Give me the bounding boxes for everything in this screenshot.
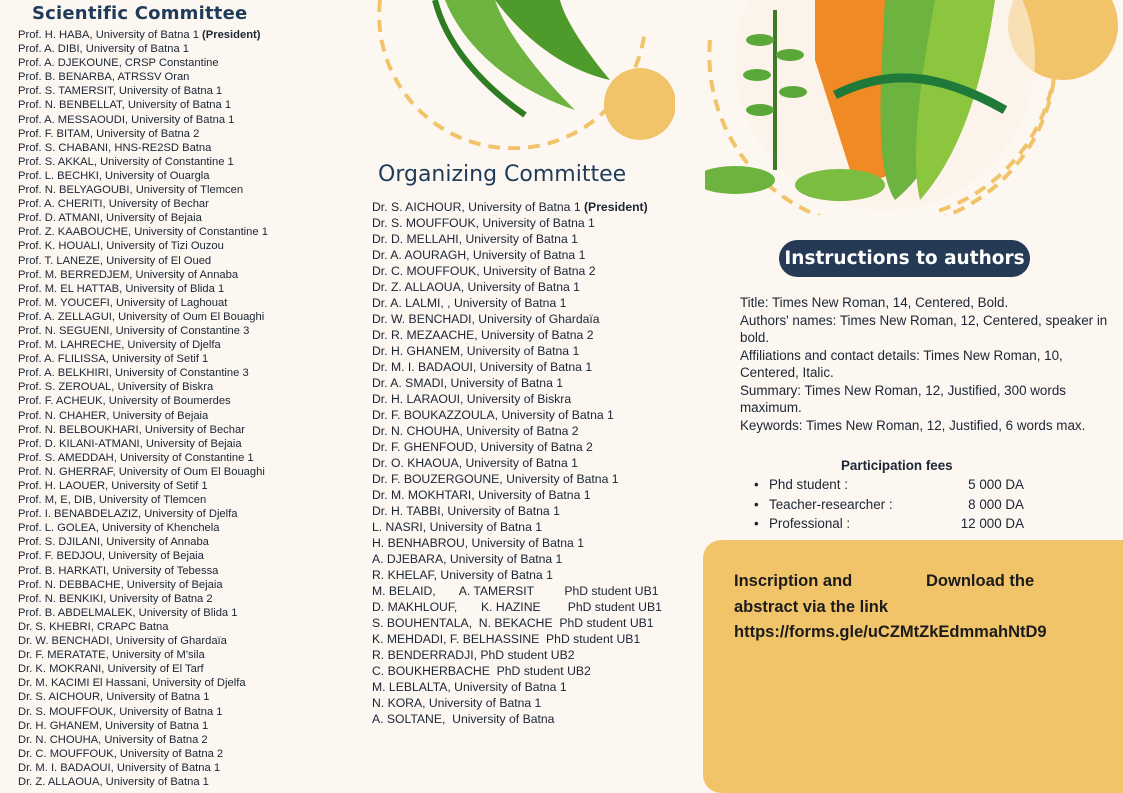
organizing-member: Dr. H. TABBI, University of Batna 1 <box>372 504 560 518</box>
scientific-member: Prof. S. CHABANI, HNS-RE2SD Batna <box>18 141 212 154</box>
fee-amount: 8 000 DA <box>968 496 1024 512</box>
organizing-member: Dr. M. I. BADAOUI, University of Batna 1 <box>372 360 593 374</box>
scientific-member: Prof. L. BECHKI, University of Ouargla <box>18 169 210 182</box>
scientific-member: Prof. N. BENBELLAT, University of Batna 1 <box>18 99 232 112</box>
organizing-member: S. BOUHENTALA, N. BEKACHE PhD student UB1 <box>372 616 654 630</box>
scientific-member: Dr. S. AICHOUR, University of Batna 1 <box>18 691 210 704</box>
scientific-member: Prof. F. BITAM, University of Batna 2 <box>18 127 200 140</box>
scientific-committee-title: Scientific Committee <box>32 3 248 24</box>
instructions-text <box>740 294 1112 434</box>
scientific-member: Prof. S. ZEROUAL, University of Biskra <box>18 381 214 394</box>
scientific-member: Dr. S. MOUFFOUK, University of Batna 1 <box>18 705 223 718</box>
instruction-line: Summary: Times New Roman, 12, Justified, 300 words maximum. <box>740 382 1066 415</box>
member-name: Prof. H. HABA, University of Batna 1 <box>18 29 203 41</box>
organizing-member: Dr. Z. ALLAOUA, University of Batna 1 <box>372 280 580 294</box>
organizing-member: Dr. C. MOUFFOUK, University of Batna 2 <box>372 264 596 278</box>
fee-amount: 12 000 DA <box>960 516 1024 531</box>
scientific-member: Prof. S. AKKAL, University of Constantine 1 <box>18 155 234 168</box>
scientific-member: Prof. K. HOUALI, University of Tizi Ouzou <box>18 240 224 253</box>
scientific-member: Prof. N. DEBBACHE, University of Bejaia <box>18 578 223 591</box>
bullet-icon: • <box>754 496 759 512</box>
instruction-line: Authors' names: Times New Roman, 12, Centered, speaker in bold. <box>740 312 1108 345</box>
scientific-member: Prof. N. CHAHER, University of Bejaia <box>18 409 209 422</box>
organizing-member: Dr. H. GHANEM, University of Batna 1 <box>372 344 580 358</box>
scientific-member: Dr. F. MERATATE, University of M'sila <box>18 649 205 662</box>
scientific-member: Prof. M. EL HATTAB, University of Blida 1 <box>18 282 225 295</box>
scientific-member: Prof. A. ZELLAGUI, University of Oum El Bouaghi <box>18 310 265 323</box>
inscription-label: Inscription and <box>734 572 853 590</box>
scientific-member: Prof. D. KILANI-ATMANI, University of Bejaia <box>18 437 242 450</box>
organizing-member: Dr. W. BENCHADI, University of Ghardaïa <box>372 312 600 326</box>
organizing-member: A. SOLTANE, University of Batna <box>372 712 555 726</box>
fees-title: Participation fees <box>841 458 953 473</box>
scientific-member: Prof. A. FLILISSA, University of Setif 1 <box>18 353 209 366</box>
organizing-member-list-rest <box>372 215 712 727</box>
organizing-member-list <box>372 199 712 215</box>
scientific-president <box>18 28 368 42</box>
organizing-member: H. BENHABROU, University of Batna 1 <box>372 536 584 550</box>
organizing-member: Dr. S. MOUFFOUK, University of Batna 1 <box>372 216 595 230</box>
organizing-member: Dr. M. MOKHTARI, University of Batna 1 <box>372 488 591 502</box>
president-label: (President) <box>202 29 261 41</box>
scientific-member: Prof. F. BEDJOU, University of Bejaia <box>18 550 204 563</box>
organizing-member: Dr. A. SMADI, University of Batna 1 <box>372 376 564 390</box>
organizing-member: D. MAKHLOUF, K. HAZINE PhD student UB1 <box>372 600 662 614</box>
bullet-icon: • <box>754 477 759 492</box>
scientific-member: Prof. Z. KAABOUCHE, University of Constantine 1 <box>18 226 268 239</box>
scientific-member: Prof. S. DJILANI, University of Annaba <box>18 536 209 549</box>
organizing-member: Dr. H. LARAOUI, University of Biskra <box>372 392 572 406</box>
scientific-member: Dr. H. GHANEM, University of Batna 1 <box>18 719 209 732</box>
registration-link[interactable]: https://forms.gle/uCZMtZkEdmmahNtD9 <box>734 623 1047 641</box>
organizing-member: L. NASRI, University of Batna 1 <box>372 520 543 534</box>
organizing-member: Dr. A. LALMI, , University of Batna 1 <box>372 296 567 310</box>
organizing-member: Dr. F. BOUZERGOUNE, University of Batna 1 <box>372 472 619 486</box>
scientific-member: Prof. A. DJEKOUNE, CRSP Constantine <box>18 57 219 70</box>
organizing-committee <box>372 162 712 727</box>
scientific-member: Prof. F. ACHEUK, University of Boumerdes <box>18 395 231 408</box>
organizing-member: M. BELAID, A. TAMERSIT PhD student UB1 <box>372 584 659 598</box>
scientific-member: Prof. H. LAOUER, University of Setif 1 <box>18 480 208 492</box>
organizing-member: Dr. A. AOURAGH, University of Batna 1 <box>372 248 586 262</box>
organizing-member: N. KORA, University of Batna 1 <box>372 696 542 710</box>
president-label: (President) <box>584 200 648 214</box>
fee-label: Teacher-researcher : <box>769 496 893 512</box>
scientific-member: Dr. K. MOKRANI, University of El Tarf <box>18 663 204 676</box>
organizing-member: Dr. O. KHAOUA, University of Batna 1 <box>372 456 578 470</box>
fee-label: Phd student : <box>769 477 848 492</box>
scientific-member: Dr. M. I. BADAOUI, University of Batna 1 <box>18 761 221 774</box>
organizing-member: R. BENDERRADJI, PhD student UB2 <box>372 648 575 662</box>
instruction-line: Keywords: Times New Roman, 12, Justified, 6 words max. <box>740 417 1086 433</box>
scientific-member: Dr. Z. ALLAOUA, University of Batna 1 <box>18 775 209 788</box>
scientific-member-list <box>18 28 368 42</box>
organizing-committee-title: Organizing Committee <box>378 162 627 187</box>
organizing-member: Dr. F. BOUKAZZOULA, University of Batna 1 <box>372 408 614 422</box>
scientific-member: Prof. B. BENARBA, ATRSSV Oran <box>18 71 190 84</box>
scientific-member: Prof. I. BENABDELAZIZ, University of Djelfa <box>18 508 238 521</box>
scientific-member-list-rest <box>18 42 368 789</box>
organizing-president <box>372 199 712 215</box>
organizing-member: Dr. N. CHOUHA, University of Batna 2 <box>372 424 579 438</box>
fee-amount: 5 000 DA <box>968 477 1024 492</box>
scientific-member: Dr. M. KACIMI El Hassani, University of Djelfa <box>18 677 246 690</box>
scientific-member: Prof. T. LANEZE, University of El Oued <box>18 254 212 267</box>
scientific-member: Prof. N. BENKIKI, University of Batna 2 <box>18 592 213 605</box>
scientific-committee <box>18 0 368 789</box>
scientific-member: Prof. L. GOLEA, University of Khenchela <box>18 522 220 535</box>
inscription-line-2: abstract via the link <box>734 597 889 616</box>
scientific-member: Dr. C. MOUFFOUK, University of Batna 2 <box>18 747 224 760</box>
scientific-member: Prof. D. ATMANI, University of Bejaia <box>18 212 202 225</box>
scientific-member: Prof. N. SEGUENI, University of Constantine 3 <box>18 324 250 337</box>
scientific-member: Prof. A. DIBI, University of Batna 1 <box>18 43 189 56</box>
instruction-line: Affiliations and contact details: Times New Roman, 10, Centered, Italic. <box>740 347 1063 380</box>
scientific-member: Prof. B. ABDELMALEK, University of Blida 1 <box>18 606 238 619</box>
organizing-member: R. KHELAF, University of Batna 1 <box>372 568 553 582</box>
scientific-member: Prof. N. BELYAGOUBI, University of Tlemcen <box>18 184 244 197</box>
organizing-member: Dr. R. MEZAACHE, University of Batna 2 <box>372 328 594 342</box>
member-name: Dr. S. AICHOUR, University of Batna 1 <box>372 200 584 214</box>
organizing-member: M. LEBLALTA, University of Batna 1 <box>372 680 567 694</box>
inscription-text <box>734 569 1114 646</box>
scientific-member: Prof. B. HARKATI, University of Tebessa <box>18 564 219 577</box>
leaf-logo-top-center <box>375 0 675 150</box>
scientific-member: Prof. M, E, DIB, University of Tlemcen <box>18 494 207 507</box>
scientific-member: Dr. W. BENCHADI, University of Ghardaïa <box>18 635 227 648</box>
instruction-line: Title: Times New Roman, 14, Centered, Bold. <box>740 295 1009 310</box>
scientific-member: Prof. S. AMEDDAH, University of Constantine 1 <box>18 451 254 464</box>
scientific-member: Prof. S. TAMERSIT, University of Batna 1 <box>18 85 223 98</box>
fee-label: Professional : <box>769 516 851 531</box>
scientific-member: Prof. A. CHERITI, University of Bechar <box>18 198 209 211</box>
scientific-member: Prof. A. BELKHIRI, University of Constantine 3 <box>18 367 249 380</box>
plant-logo-top-right <box>705 0 1123 215</box>
organizing-member: Dr. D. MELLAHI, University of Batna 1 <box>372 232 578 246</box>
organizing-member: Dr. F. GHENFOUD, University of Batna 2 <box>372 440 593 454</box>
inscription-line-1 <box>734 569 1114 595</box>
scientific-member: Dr. N. CHOUHA, University of Batna 2 <box>18 733 208 746</box>
scientific-member: Prof. A. MESSAOUDI, University of Batna 1 <box>18 113 235 126</box>
instructions-badge: Instructions to authors <box>779 240 1030 277</box>
organizing-member: C. BOUKHERBACHE PhD student UB2 <box>372 664 591 678</box>
bullet-icon: • <box>754 516 759 531</box>
organizing-member: K. MEHDADI, F. BELHASSINE PhD student UB1 <box>372 632 641 646</box>
scientific-member: Prof. N. GHERRAF, University of Oum El Bouaghi <box>18 465 265 478</box>
download-label: Download the <box>926 572 1035 590</box>
scientific-member: Prof. M. YOUCEFI, University of Laghouat <box>18 296 228 309</box>
scientific-member: Prof. N. BELBOUKHARI, University of Bechar <box>18 423 245 436</box>
scientific-member: Prof. M. BERREDJEM, University of Annaba <box>18 268 239 281</box>
scientific-member: Prof. M. LAHRECHE, University of Djelfa <box>18 339 221 352</box>
scientific-member: Dr. S. KHEBRI, CRAPC Batna <box>18 620 169 633</box>
organizing-member: A. DJEBARA, University of Batna 1 <box>372 552 563 566</box>
